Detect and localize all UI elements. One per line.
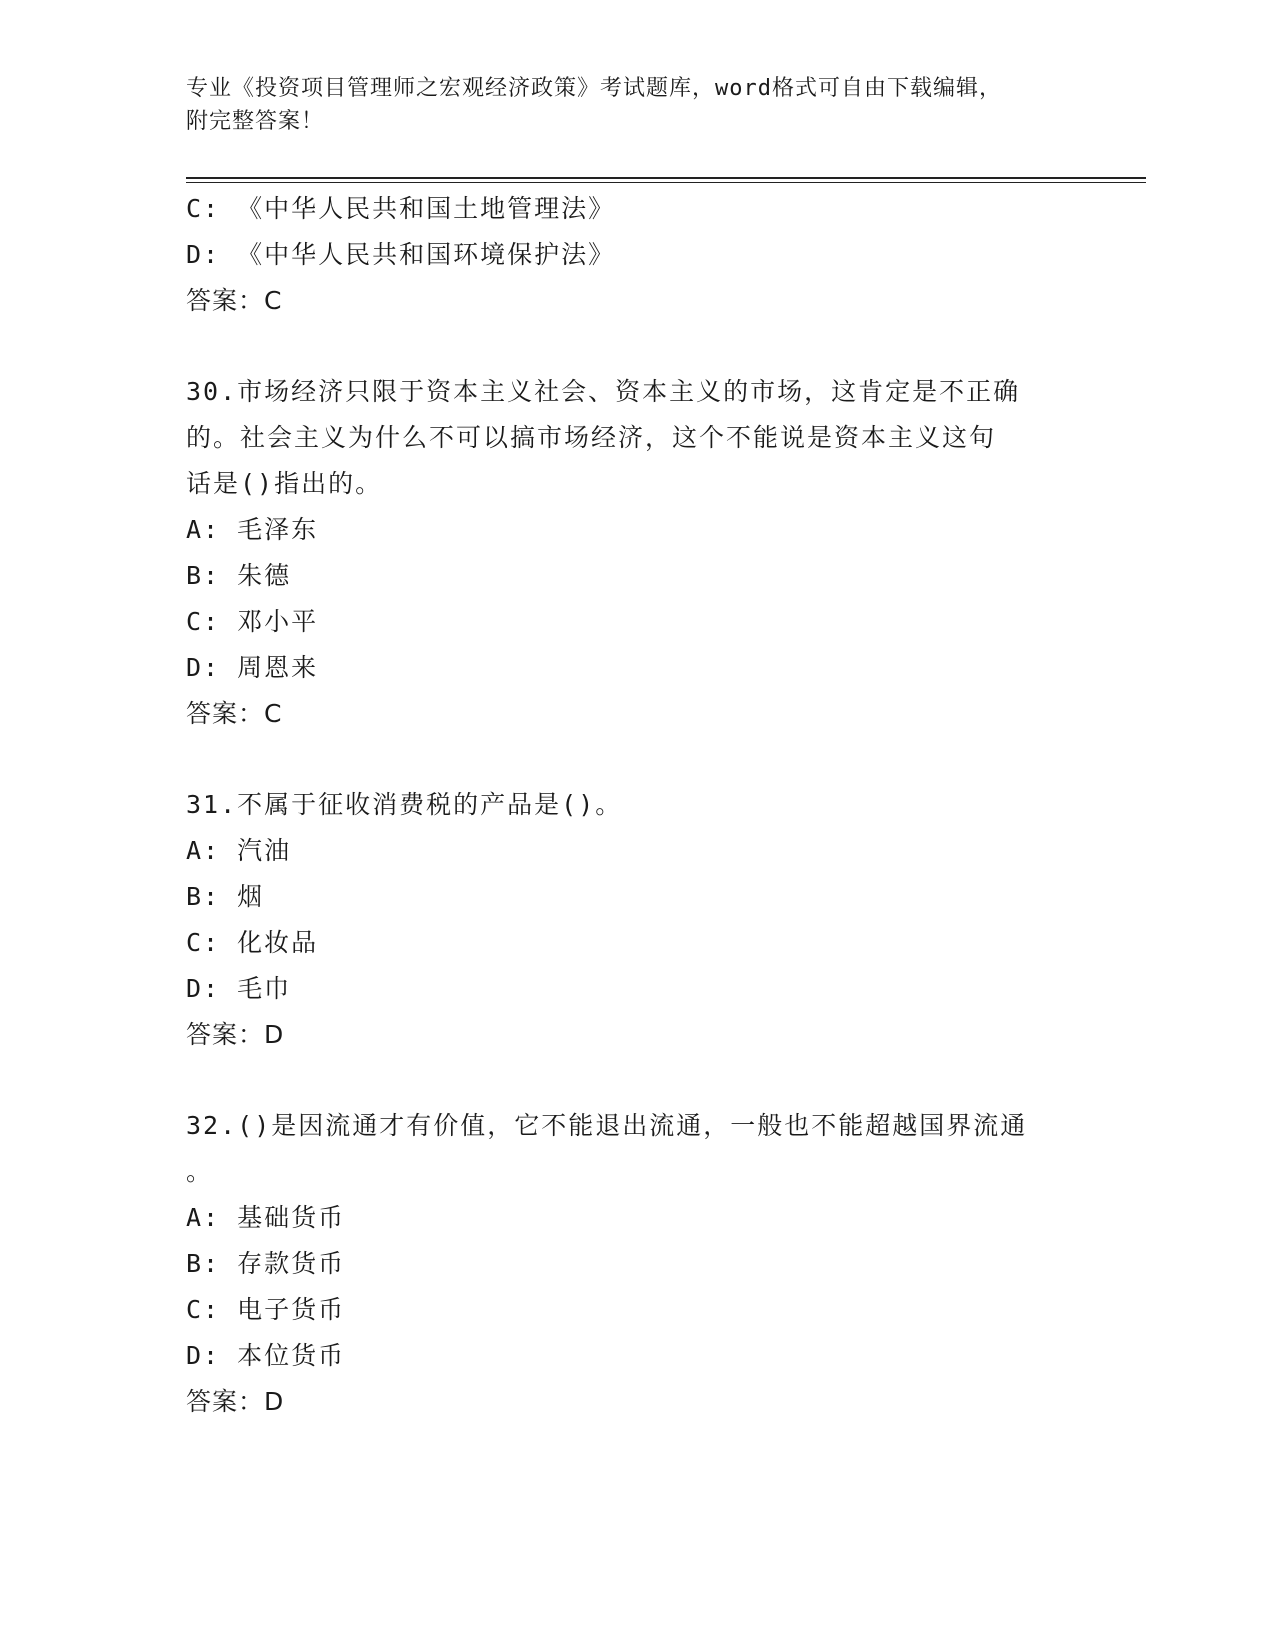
header-line-2: 附完整答案！ [186, 109, 325, 134]
option-c: C: 化妆品 [186, 928, 319, 957]
option-d: D: 《中华人民共和国环境保护法》 [186, 240, 616, 269]
question-text-line: 的。社会主义为什么不可以搞市场经济，这个不能说是资本主义这句 [186, 423, 997, 452]
option-a: A: 毛泽东 [186, 515, 319, 544]
option-b: B: 朱德 [186, 561, 292, 590]
question-text-line: 31.不属于征收消费税的产品是()。 [186, 790, 623, 819]
option-b: B: 存款货币 [186, 1249, 346, 1278]
option-c: C: 电子货币 [186, 1295, 346, 1324]
question-text-line: 32.()是因流通才有价值，它不能退出流通，一般也不能超越国界流通 [186, 1111, 1028, 1140]
answer-line: 答案：C [186, 286, 283, 315]
question-31 [186, 782, 1086, 1058]
option-b: B: 烟 [186, 882, 265, 911]
question-text-line: 话是()指出的。 [186, 469, 383, 498]
spacer [186, 737, 1086, 782]
answer-line: 答案：D [186, 1020, 285, 1049]
answer-line: 答案：C [186, 699, 283, 728]
question-30 [186, 369, 1086, 737]
question-text-line: 30.市场经济只限于资本主义社会、资本主义的市场，这肯定是不正确 [186, 377, 1021, 406]
option-c: C: 《中华人民共和国土地管理法》 [186, 194, 616, 223]
header-divider-thick [186, 177, 1146, 179]
question-text-line: 。 [186, 1157, 214, 1186]
option-d: D: 本位货币 [186, 1341, 346, 1370]
option-a: A: 汽油 [186, 836, 292, 865]
question-list [186, 186, 1086, 1425]
option-c: C: 邓小平 [186, 607, 319, 636]
header-divider-thin [186, 182, 1146, 183]
option-d: D: 毛巾 [186, 974, 292, 1003]
document-header [186, 72, 1086, 138]
header-line-1: 专业《投资项目管理师之宏观经济政策》考试题库，word格式可自由下载编辑， [186, 76, 1002, 101]
answer-line: 答案：D [186, 1387, 285, 1416]
spacer [186, 324, 1086, 369]
option-d: D: 周恩来 [186, 653, 319, 682]
question-32 [186, 1103, 1086, 1425]
question-29-fragment [186, 186, 1086, 324]
option-a: A: 基础货币 [186, 1203, 346, 1232]
spacer [186, 1058, 1086, 1103]
